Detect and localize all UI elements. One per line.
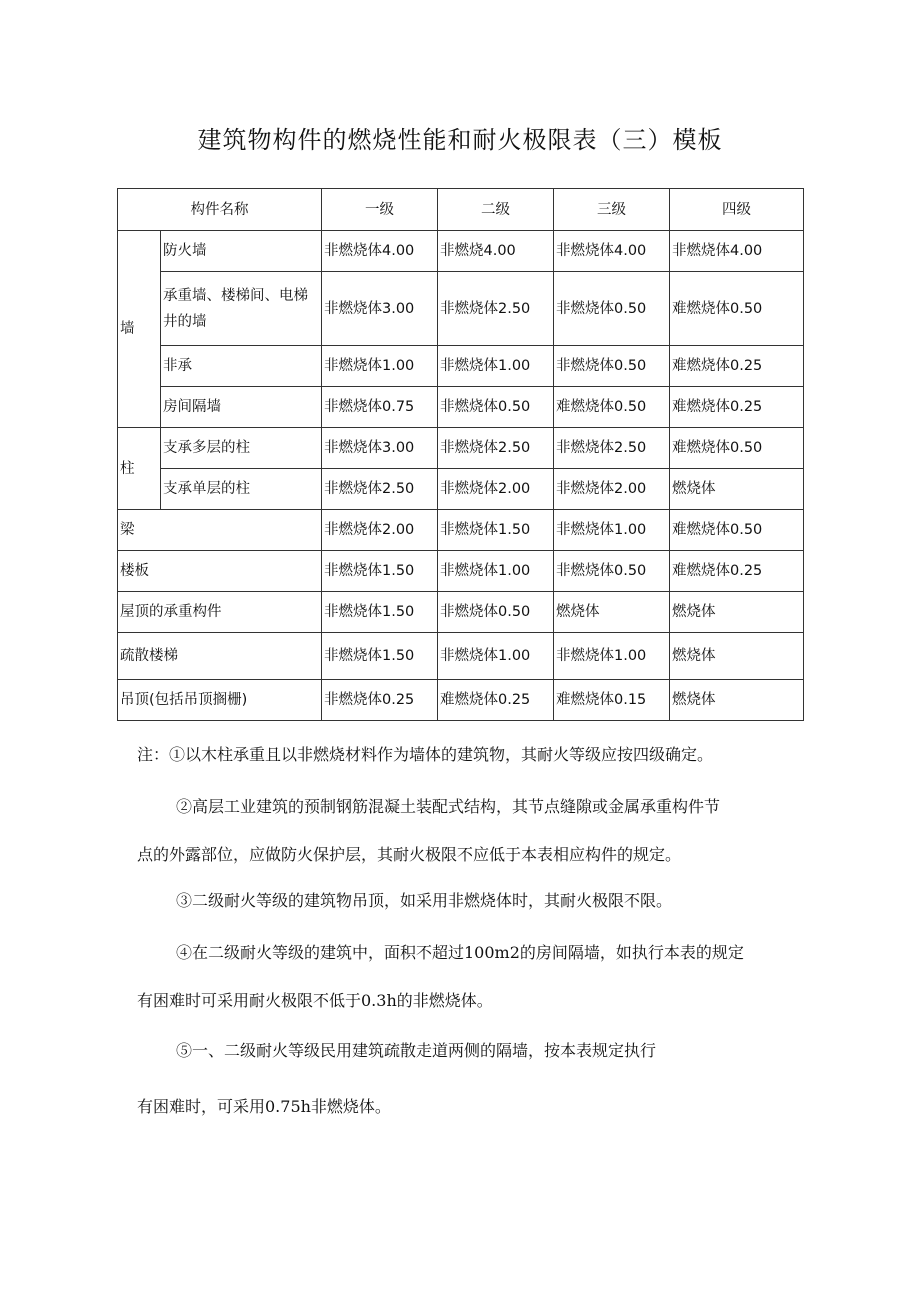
row-name: 吊顶(包括吊顶搁栅) (118, 680, 322, 721)
cell-value: 非燃烧体1.50 (322, 592, 438, 633)
row-name: 支承单层的柱 (161, 469, 322, 510)
cell-value: 难燃烧体0.15 (554, 680, 670, 721)
cell-value: 非燃烧体1.00 (554, 510, 670, 551)
row-name: 楼板 (118, 551, 322, 592)
cell-value: 非燃烧体1.00 (322, 346, 438, 387)
cell-value: 难燃烧体0.50 (670, 510, 804, 551)
cell-value: 难燃烧体0.50 (554, 387, 670, 428)
note-1: 注：①以木柱承重且以非燃烧材料作为墙体的建筑物，其耐火等级应按四级确定。 (137, 745, 714, 764)
cell-value: 非燃烧体0.25 (322, 680, 438, 721)
row-name: 疏散楼梯 (118, 633, 322, 680)
cell-value: 非燃烧体2.50 (554, 428, 670, 469)
cell-value: 非燃烧体0.50 (438, 387, 554, 428)
cell-value: 非燃烧体2.00 (438, 469, 554, 510)
cell-value: 难燃烧体0.50 (670, 272, 804, 346)
cell-value: 难燃烧体0.25 (670, 387, 804, 428)
cell-value: 非燃烧体1.00 (438, 551, 554, 592)
cell-value: 非燃烧体0.50 (554, 346, 670, 387)
cell-value: 非燃烧体3.00 (322, 272, 438, 346)
table-row (118, 387, 804, 428)
cell-value: 非燃烧体3.00 (322, 428, 438, 469)
table-row (118, 231, 804, 272)
row-name: 非承 (161, 346, 322, 387)
cell-value: 非燃烧体4.00 (322, 231, 438, 272)
cell-value: 非燃烧体1.50 (322, 551, 438, 592)
cell-value: 非燃烧体1.00 (438, 633, 554, 680)
cell-value: 难燃烧体0.25 (438, 680, 554, 721)
row-name: 梁 (118, 510, 322, 551)
fire-resistance-table (117, 188, 804, 721)
table-row (118, 633, 804, 680)
row-name: 房间隔墙 (161, 387, 322, 428)
cell-value: 非燃烧体2.50 (438, 428, 554, 469)
table-row (118, 510, 804, 551)
row-name: 承重墙、楼梯间、电梯井的墙 (161, 272, 322, 346)
note-2-line-2: 点的外露部位，应做防火保护层，其耐火极限不应低于本表相应构件的规定。 (137, 845, 682, 864)
header-component-name: 构件名称 (118, 189, 322, 231)
cell-value: 非燃烧体2.00 (322, 510, 438, 551)
note-4-line-2: 有困难时可采用耐火极限不低于0.3h的非燃烧体。 (137, 991, 493, 1010)
cell-value: 燃烧体 (670, 592, 804, 633)
cell-value: 难燃烧体0.50 (670, 428, 804, 469)
cell-value: 难燃烧体0.25 (670, 551, 804, 592)
cell-value: 燃烧体 (554, 592, 670, 633)
note-4-line-1: ④在二级耐火等级的建筑中，面积不超过100m2的房间隔墙，如执行本表的规定 (176, 943, 744, 962)
cell-value: 非燃烧体1.50 (438, 510, 554, 551)
cell-value: 非燃烧体2.50 (322, 469, 438, 510)
cell-value: 难燃烧体0.25 (670, 346, 804, 387)
cell-value: 非燃烧体0.50 (554, 272, 670, 346)
header-grade-3: 三级 (554, 189, 670, 231)
cell-value: 燃烧体 (670, 469, 804, 510)
table-row (118, 469, 804, 510)
cell-value: 非燃烧体4.00 (554, 231, 670, 272)
note-5-line-1: ⑤一、二级耐火等级民用建筑疏散走道两侧的隔墙，按本表规定执行 (176, 1041, 657, 1060)
group-label-wall: 墙 (118, 231, 161, 428)
note-3: ③二级耐火等级的建筑物吊顶，如采用非燃烧体时，其耐火极限不限。 (176, 891, 673, 910)
cell-value: 非燃烧体4.00 (670, 231, 804, 272)
page-title: 建筑物构件的燃烧性能和耐火极限表（三）模板 (197, 126, 723, 154)
group-label-column: 柱 (118, 428, 161, 510)
cell-value: 非燃烧体0.50 (438, 592, 554, 633)
note-5-line-2: 有困难时，可采用0.75h非燃烧体。 (137, 1097, 391, 1116)
cell-value: 非燃烧体0.50 (554, 551, 670, 592)
table-row (118, 592, 804, 633)
table-row (118, 428, 804, 469)
cell-value: 非燃烧体2.50 (438, 272, 554, 346)
cell-value: 非燃烧体0.75 (322, 387, 438, 428)
cell-value: 非燃烧体1.00 (438, 346, 554, 387)
cell-value: 非燃烧4.00 (438, 231, 554, 272)
table-row (118, 680, 804, 721)
cell-value: 燃烧体 (670, 633, 804, 680)
note-2-line-1: ②高层工业建筑的预制钢筋混凝土装配式结构，其节点缝隙或金属承重构件节 (176, 797, 721, 816)
row-name: 支承多层的柱 (161, 428, 322, 469)
row-name: 防火墙 (161, 231, 322, 272)
cell-value: 非燃烧体2.00 (554, 469, 670, 510)
table-row (118, 551, 804, 592)
header-grade-2: 二级 (438, 189, 554, 231)
cell-value: 非燃烧体1.00 (554, 633, 670, 680)
header-grade-4: 四级 (670, 189, 804, 231)
header-grade-1: 一级 (322, 189, 438, 231)
table-header-row (118, 189, 804, 231)
cell-value: 燃烧体 (670, 680, 804, 721)
cell-value: 非燃烧体1.50 (322, 633, 438, 680)
table-row (118, 272, 804, 346)
table-row (118, 346, 804, 387)
row-name: 屋顶的承重构件 (118, 592, 322, 633)
